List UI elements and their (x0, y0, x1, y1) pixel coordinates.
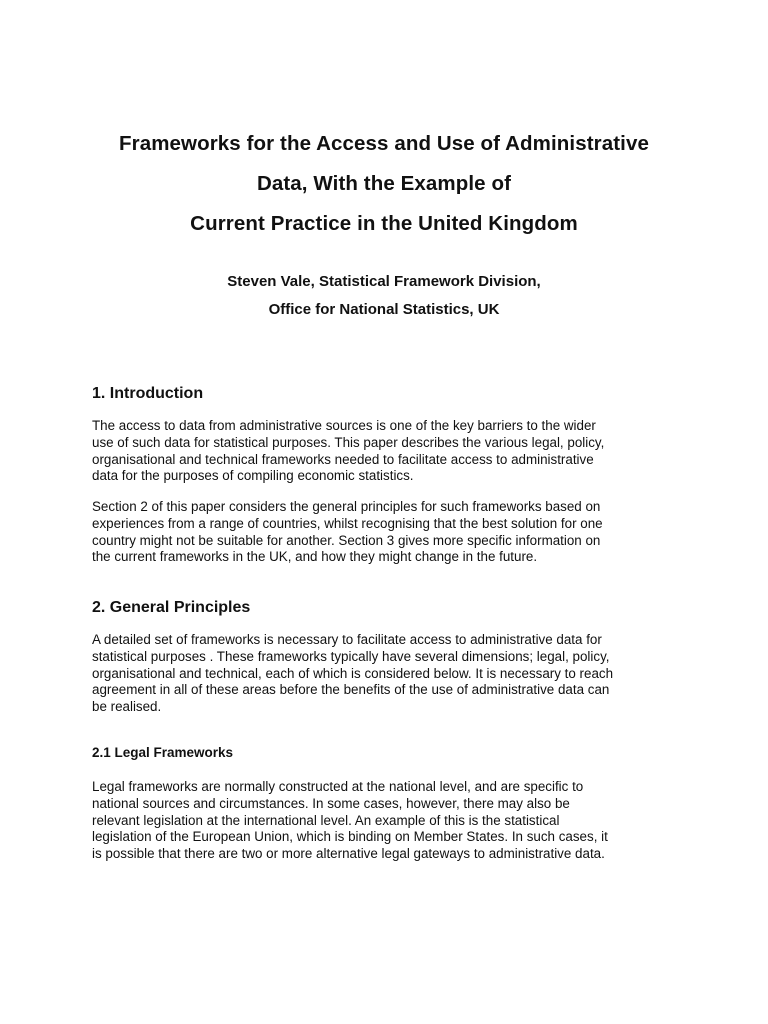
text-line: statistical purposes . These frameworks typically have several dimensions; legal, policy, (92, 648, 610, 664)
text-line: is possible that there are two or more alternative legal gateways to administrative data. (92, 846, 605, 862)
text-line: experiences from a range of countries, whilst recognising that the best solution for one (92, 515, 603, 531)
text-line: The access to data from administrative sources is one of the key barriers to the wider (92, 418, 596, 433)
author-block (40, 268, 728, 324)
intro-paragraph-1 (92, 418, 682, 485)
text-line: Section 2 of this paper considers the general principles for such frameworks based on (92, 499, 601, 514)
text-line: Legal frameworks are normally constructed at the national level, and are specific to (92, 779, 584, 794)
text-line: use of such data for statistical purposes. This paper describes the various legal, policy, (92, 434, 605, 450)
general-principles-paragraph (92, 632, 682, 716)
text-line: data for the purposes of compiling economic statistics. (92, 468, 414, 484)
section-heading-general-principles: 2. General Principles (92, 599, 251, 616)
title-line: Current Practice in the United Kingdom (190, 212, 578, 235)
text-line: the current frameworks in the UK, and how they might change in the future. (92, 549, 538, 565)
text-line: organisational and technical, each of which is considered below. It is necessary to reach (92, 665, 614, 681)
intro-paragraph-2 (92, 499, 682, 566)
title-line: Data, With the Example of (256, 172, 512, 195)
subsection-heading-legal-frameworks: 2.1 Legal Frameworks (92, 745, 234, 760)
text-line: relevant legislation at the international level. An example of this is the statistical (92, 812, 560, 828)
text-line: A detailed set of frameworks is necessary to facilitate access to administrative data for (92, 632, 602, 647)
text-line: agreement in all of these areas before the benefits of the use of administrative data can (92, 682, 610, 698)
title-line: Frameworks for the Access and Use of Administrative (119, 132, 649, 155)
legal-frameworks-paragraph (92, 779, 682, 863)
section-heading-introduction: 1. Introduction (92, 385, 204, 402)
text-line: country might not be suitable for another. Section 3 gives more specific information on (92, 532, 601, 548)
text-line: be realised. (92, 699, 162, 715)
author-line: Office for National Statistics, UK (268, 301, 500, 318)
text-line: legislation of the European Union, which is binding on Member States. In such cases, it (92, 829, 608, 845)
author-line: Steven Vale, Statistical Framework Division, (227, 273, 541, 290)
document-title (40, 124, 728, 244)
text-line: organisational and technical frameworks needed to facilitate access to administrative (92, 451, 594, 467)
text-line: national sources and circumstances. In some cases, however, there may also be (92, 795, 570, 811)
